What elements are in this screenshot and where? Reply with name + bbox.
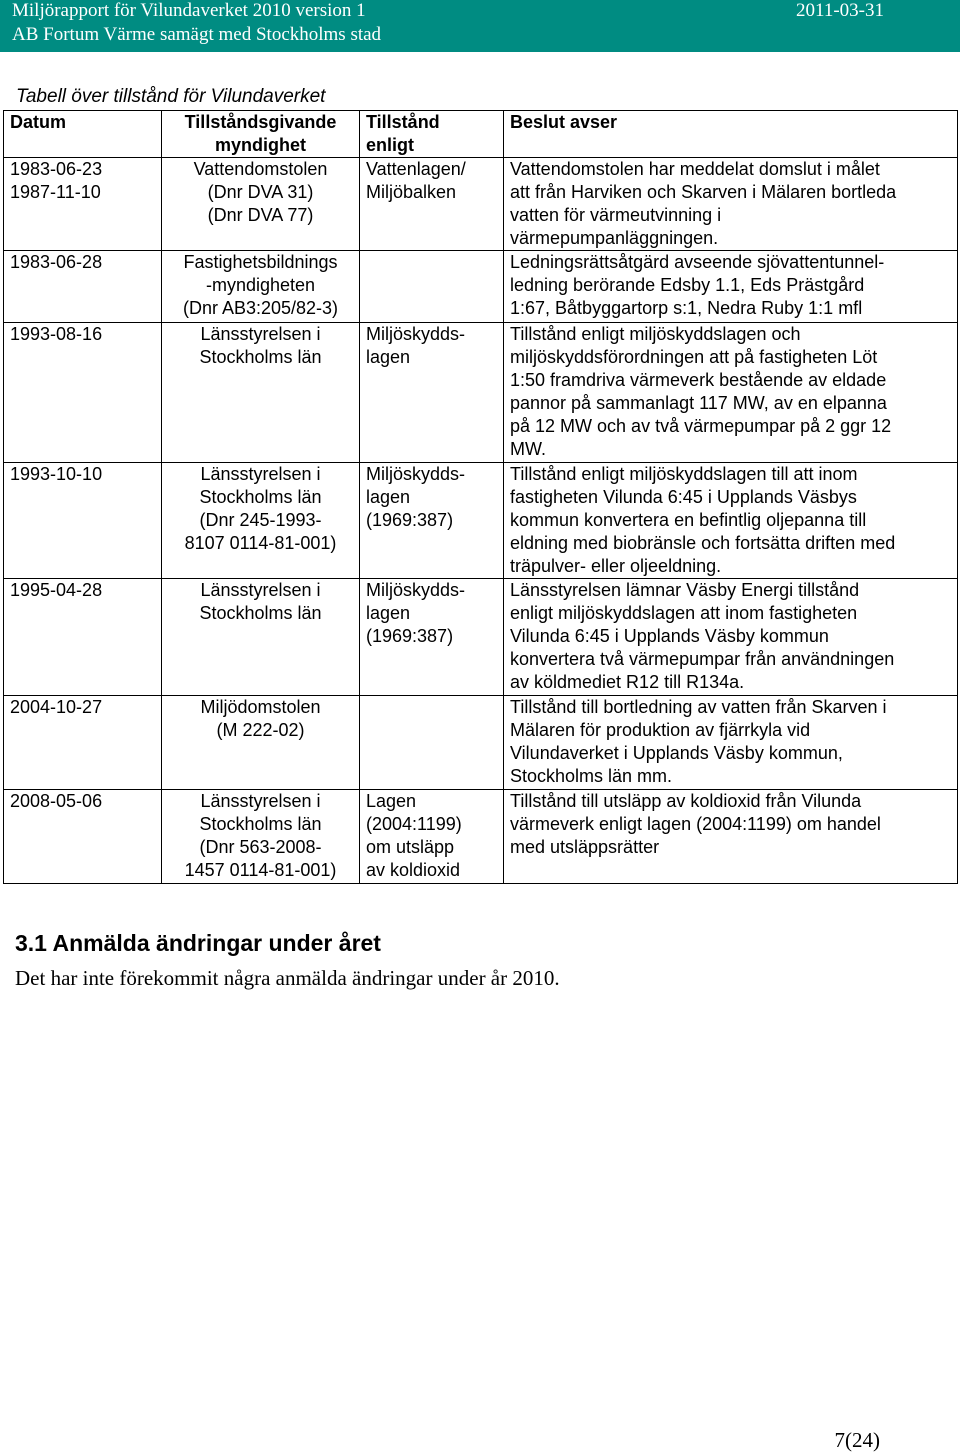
cell-date: 2008-05-06 (4, 790, 162, 884)
cell-authority: Länsstyrelsen i Stockholms län (162, 323, 360, 463)
cell-decision: Tillstånd enligt miljöskyddslagen och miljöskyddsförordningen att på fastigheten Löt 1:50 framdriva värmeverk bestående av eldade pannor på sammanlagt 117 MW, av en elpanna på 12 MW och av två värmepumpar på 2 ggr 12 MW. (504, 323, 958, 463)
cell-decision: Tillstånd till bortledning av vatten från Skarven i Mälaren för produktion av fjärrkyla vid Vilundaverket i Upplands Väsby kommun, Stockholms län mm. (504, 696, 958, 790)
page-header (0, 0, 960, 52)
table-row (4, 251, 958, 323)
column-header-date: Datum (4, 111, 162, 158)
section-heading: 3.1 Anmälda ändringar under året (15, 930, 381, 956)
column-header-law: Tillstånd enligt (360, 111, 504, 158)
cell-date: 2004-10-27 (4, 696, 162, 790)
cell-decision: Tillstånd enligt miljöskyddslagen till att inom fastigheten Vilunda 6:45 i Upplands Väsbys kommun konvertera en befintlig oljepanna till eldning med biobränsle och fortsätta driften med träpulver- eller oljeeldning. (504, 463, 958, 579)
cell-law: Miljöskydds- lagen (360, 323, 504, 463)
cell-date: 1983-06-23 1987-11-10 (4, 158, 162, 251)
report-title: Miljörapport för Vilundaverket 2010 version 1 (12, 0, 366, 21)
cell-decision: Vattendomstolen har meddelat domslut i målet att från Harviken och Skarven i Mälaren bortleda vatten för värmeutvinning i värmepumpanläggningen. (504, 158, 958, 251)
cell-law (360, 251, 504, 323)
cell-date: 1983-06-28 (4, 251, 162, 323)
table-row (4, 463, 958, 579)
column-header-authority: Tillståndsgivande myndighet (162, 111, 360, 158)
table-row (4, 790, 958, 884)
cell-authority: Länsstyrelsen i Stockholms län (162, 579, 360, 696)
permits-table (3, 110, 958, 884)
cell-law (360, 696, 504, 790)
page-number: 7(24) (834, 1428, 880, 1452)
cell-authority: Länsstyrelsen i Stockholms län (Dnr 563-2008- 1457 0114-81-001) (162, 790, 360, 884)
report-date: 2011-03-31 (796, 0, 884, 21)
table-row (4, 323, 958, 463)
cell-date: 1995-04-28 (4, 579, 162, 696)
table-row (4, 696, 958, 790)
cell-decision: Tillstånd till utsläpp av koldioxid från Vilunda värmeverk enligt lagen (2004:1199) om handel med utsläppsrätter (504, 790, 958, 884)
section-body: Det har inte förekommit några anmälda ändringar under år 2010. (15, 966, 560, 990)
table-caption: Tabell över tillstånd för Vilundaverket (16, 86, 326, 107)
cell-authority: Fastighetsbildnings -myndigheten (Dnr AB3:205/82-3) (162, 251, 360, 323)
company-line: AB Fortum Värme samägt med Stockholms stad (12, 24, 382, 45)
table-row (4, 158, 958, 251)
column-header-decision: Beslut avser (504, 111, 958, 158)
cell-authority: Miljödomstolen (M 222-02) (162, 696, 360, 790)
cell-authority: Vattendomstolen (Dnr DVA 31) (Dnr DVA 77) (162, 158, 360, 251)
cell-law: Lagen (2004:1199) om utsläpp av koldioxid (360, 790, 504, 884)
cell-decision: Länsstyrelsen lämnar Väsby Energi tillstånd enligt miljöskyddslagen att inom fastigheten Vilunda 6:45 i Upplands Väsby kommun konvertera två värmepumpar från användningen av köldmediet R12 till R134a. (504, 579, 958, 696)
cell-law: Miljöskydds- lagen (1969:387) (360, 463, 504, 579)
table-header-row (4, 111, 958, 158)
cell-law: Miljöskydds- lagen (1969:387) (360, 579, 504, 696)
cell-decision: Ledningsrättsåtgärd avseende sjövattentunnel- ledning berörande Edsby 1.1, Eds Prästgård 1:67, Båtbyggartorp s:1, Nedra Ruby 1:1 mfl (504, 251, 958, 323)
cell-authority: Länsstyrelsen i Stockholms län (Dnr 245-1993- 8107 0114-81-001) (162, 463, 360, 579)
cell-law: Vattenlagen/ Miljöbalken (360, 158, 504, 251)
table-row (4, 579, 958, 696)
cell-date: 1993-10-10 (4, 463, 162, 579)
cell-date: 1993-08-16 (4, 323, 162, 463)
